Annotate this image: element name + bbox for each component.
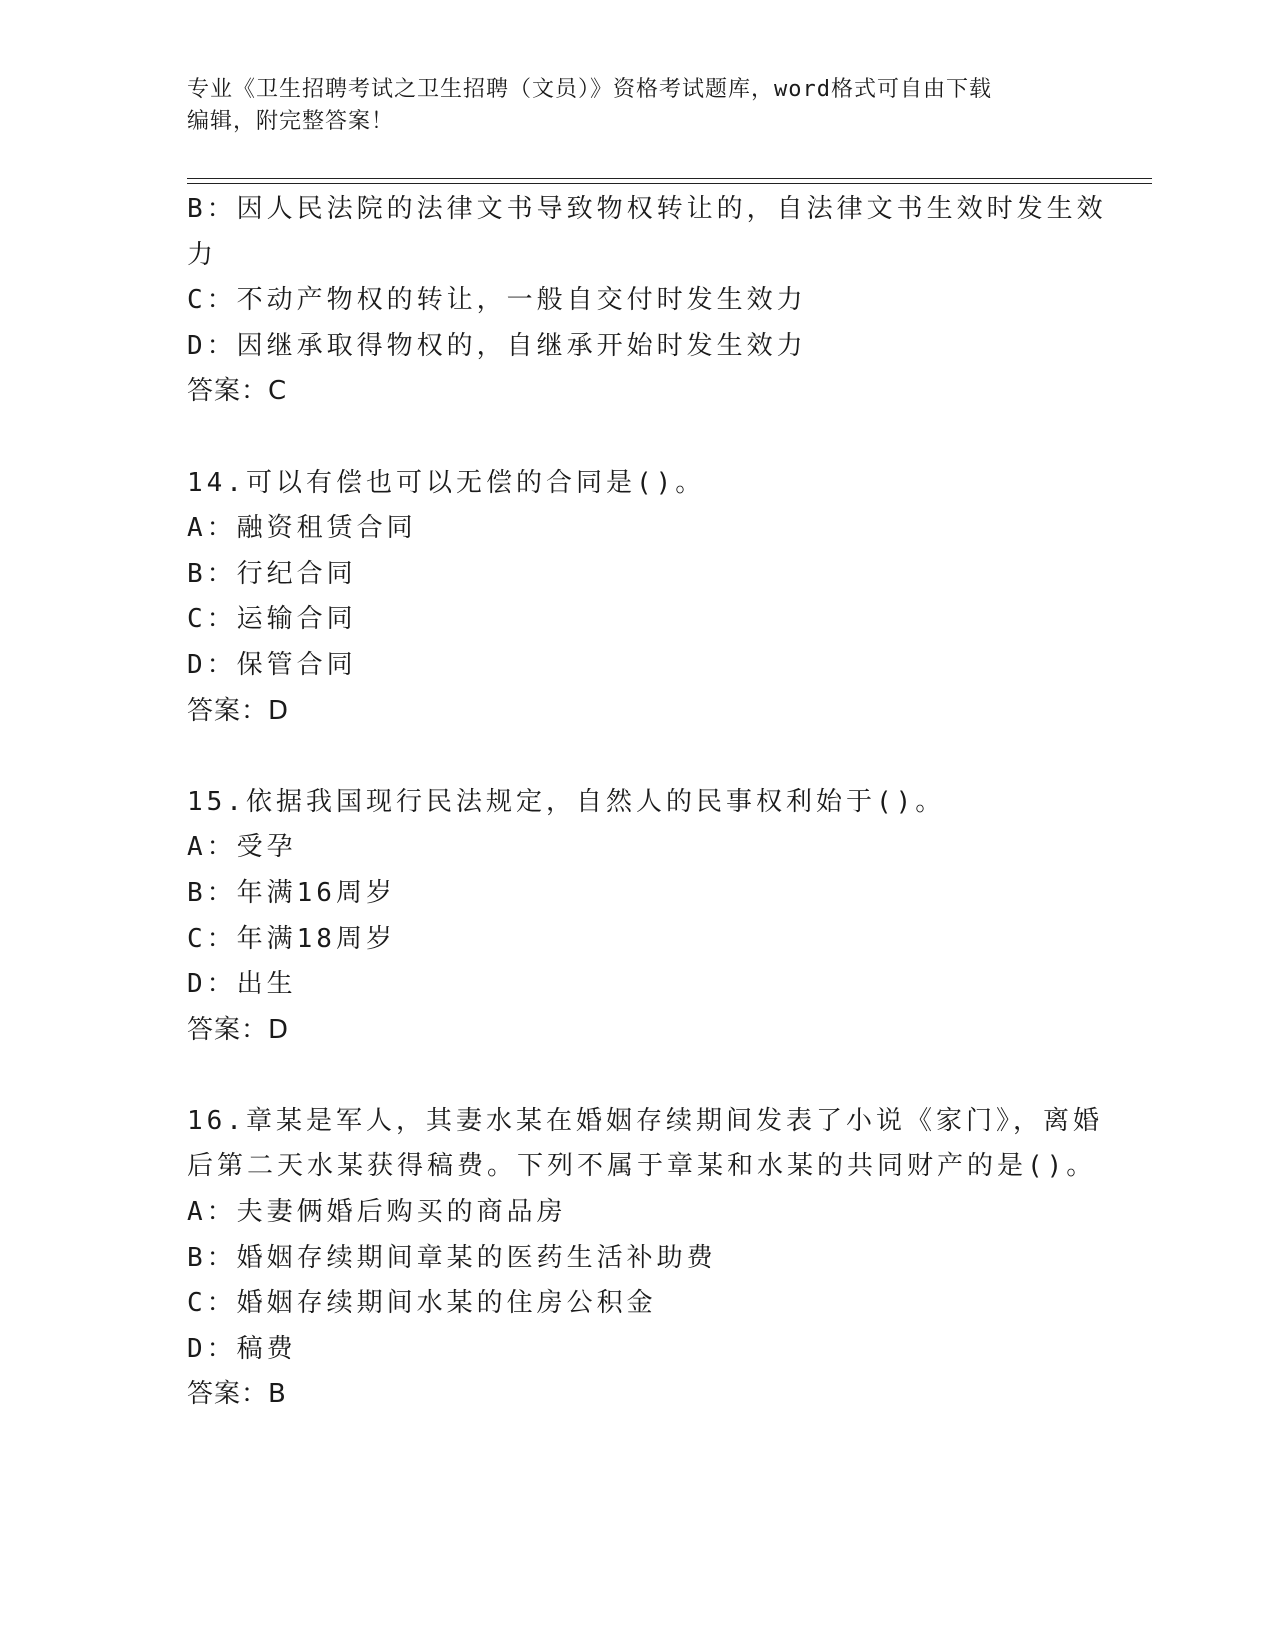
option-a: A：受孕 [187,832,297,863]
question-text: 14.可以有偿也可以无偿的合同是()。 [187,467,706,498]
spacer [187,1053,1087,1099]
option-c: C：运输合同 [187,604,357,635]
option-b: B：行纪合同 [187,558,357,589]
question-text-line-2: 后第二天水某获得稿费。下列不属于章某和水某的共同财产的是()。 [187,1151,1097,1182]
question-text-line-1: 16.章某是军人，其妻水某在婚姻存续期间发表了小说《家门》，离婚 [187,1105,1103,1136]
question-14 [187,461,1087,735]
option-d: D：保管合同 [187,649,357,680]
option-c: C：年满18周岁 [187,923,396,954]
answer: 答案：C [187,376,288,407]
question-text: 15.依据我国现行民法规定，自然人的民事权利始于()。 [187,786,946,817]
option-a: A：夫妻俩婚后购买的商品房 [187,1197,567,1228]
option-b: B：婚姻存续期间章某的医药生活补助费 [187,1242,717,1273]
question-list [187,187,1107,1418]
option-d: D：稿费 [187,1333,297,1364]
document-header [187,74,1087,138]
option-c: C：婚姻存续期间水某的住房公积金 [187,1288,657,1319]
option-b-line-1: B：因人民法院的法律文书导致物权转让的，自法律文书生效时发生效 [187,194,1107,224]
option-a: A：融资租赁合同 [187,513,417,544]
option-b: B：年满16周岁 [187,877,396,908]
question-13-tail [187,187,1107,415]
answer: 答案：B [187,1379,287,1410]
question-16 [187,1099,1103,1418]
header-divider-top [187,178,1152,179]
question-15 [187,780,1087,1054]
option-c: C：不动产物权的转让，一般自交付时发生效力 [187,285,807,316]
header-line-1: 专业《卫生招聘考试之卫生招聘（文员）》资格考试题库，word格式可自由下载 [187,77,992,102]
answer: 答案：D [187,695,290,726]
spacer [187,415,1087,461]
spacer [187,734,1087,780]
header-divider-bottom [187,183,1152,184]
option-b-line-2: 力 [187,239,218,270]
header-line-2: 编辑，附完整答案！ [187,109,395,134]
option-d: D：出生 [187,969,297,1000]
option-d: D：因继承取得物权的，自继承开始时发生效力 [187,330,807,361]
answer: 答案：D [187,1014,290,1045]
